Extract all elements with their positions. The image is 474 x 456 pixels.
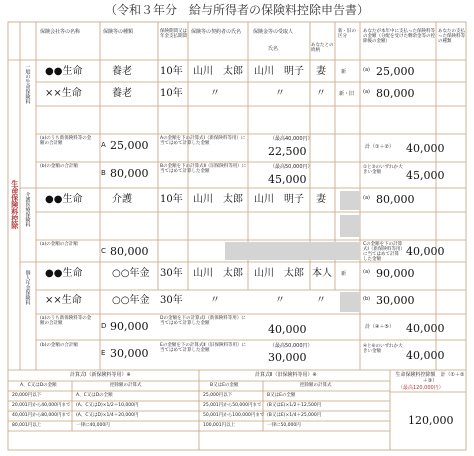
formula-r1-c: 25,000円以下 [203, 393, 233, 398]
calc-note-5: Eの金額を下の計算式Ⅱ（旧保険料等用）に当てはめて計算した金額 [160, 343, 247, 353]
r2-contractor[interactable]: 〃 [210, 88, 220, 99]
formula-r3-a: 40,001円から80,000円まで [12, 413, 71, 418]
r4-contractor[interactable]: 山川 太郎 [193, 268, 243, 279]
r3-recipient[interactable]: 山川 明子 [254, 194, 304, 205]
calc-sum1-label: 計（①＋②） [365, 144, 394, 150]
formula-head-2: 計算式Ⅱ（旧保険料等用）※ [255, 372, 317, 378]
r1-contractor[interactable]: 山川 太郎 [193, 66, 243, 77]
r2-company[interactable]: ××生命 [45, 88, 82, 99]
r1-relation[interactable]: 妻 [316, 66, 326, 77]
calc-max-5: （最高50,000円） [270, 343, 313, 349]
calc-d-letter: D [101, 322, 107, 330]
formula-r3-b: (A、C又はD)×1/4＋20,000円 [76, 413, 139, 418]
total-head: 生命保険料控除額 計（①＋②＋③） [395, 372, 465, 384]
formula-col-be: B又はEの金額 [210, 383, 239, 388]
r1-newold[interactable]: 新 [341, 69, 347, 75]
r2-period[interactable]: 10年 [160, 88, 183, 99]
r2-amount[interactable]: 80,000 [376, 87, 415, 100]
formula-r1-a: 20,000円以下 [12, 393, 42, 398]
formula-head-1: 計算式Ⅰ（新保険料等用）※ [70, 372, 131, 378]
r5-recipient[interactable]: 〃 [275, 295, 285, 306]
r3-company[interactable]: ●●生命 [45, 194, 83, 205]
r4-company[interactable]: ●●生命 [45, 268, 83, 279]
calc-b-label: (b)の金額の合計額 [40, 164, 78, 169]
r3-period[interactable]: 10年 [160, 194, 183, 205]
side-general-label: 一般の生命保険料 [24, 64, 31, 104]
calc-e-letter: E [101, 349, 106, 357]
r1-company[interactable]: ●●生命 [45, 66, 83, 77]
r4-mark: (a) [363, 269, 370, 275]
r4-relation[interactable]: 本人 [312, 268, 332, 279]
formula-col-ac: A、C又はDの金額 [20, 383, 57, 388]
calc-e-value[interactable]: 30,000 [110, 347, 149, 360]
formula-r2-c: 25,001円から50,000円まで [203, 403, 262, 408]
shaded-cell [340, 191, 360, 210]
r3-relation[interactable]: 妻 [316, 194, 326, 205]
calc-e-label: (b)の金額の合計額 [40, 343, 78, 348]
r1-type[interactable]: 養老 [112, 66, 132, 77]
calc-d-label: (a)のうち新保険料等の金額の合計額 [40, 316, 92, 326]
total-value[interactable]: 120,000 [408, 414, 454, 427]
r2-recipient[interactable]: 〃 [275, 88, 285, 99]
r4-amount[interactable]: 90,000 [376, 267, 415, 280]
r2-mark: (a) [363, 89, 370, 95]
calc-sum2-label: ①と③のいずれか大きい金額 [363, 165, 403, 175]
calc-v2[interactable]: 45,000 [268, 173, 307, 186]
total-max: （最高120,000円） [398, 385, 444, 391]
r3-type[interactable]: 介護 [112, 194, 132, 205]
side-care-label: 介護医療保険料 [24, 192, 31, 227]
calc-note-4: Dの金額を下の計算式Ⅰ（新保険料等用）に当てはめて計算した金額 [160, 316, 246, 326]
header-recipient: 保険金等の受取人 [253, 29, 294, 35]
formula-r4-b: 一律に40,000円 [76, 423, 110, 428]
header-period: 保険期間又は年金支払期間 [160, 29, 187, 39]
calc-b-value[interactable]: 80,000 [110, 167, 149, 180]
calc-a-letter: A [101, 141, 106, 149]
calc-v1[interactable]: 22,500 [268, 145, 307, 158]
formula-r1-b: A、C又はDの全額 [76, 393, 113, 398]
calc-a-label: (a)のうち新保険料等の金額の合計額 [40, 136, 92, 146]
shaded-cell [225, 242, 360, 260]
header-contractor: 保険等の契約者の氏名 [191, 29, 242, 35]
header-newold: 新・旧の区分 [338, 29, 356, 39]
calc-v5[interactable]: 30,000 [268, 351, 307, 364]
calc-sum4-label: ④と⑥のいずれか大きい金額 [363, 344, 403, 354]
calc-c-value[interactable]: 80,000 [110, 245, 149, 258]
formula-col-deduct-1: 控除額の計算式 [110, 383, 142, 388]
calc-care-value[interactable]: 40,000 [406, 245, 445, 258]
calc-c-letter: C [101, 247, 106, 255]
r2-newold[interactable]: 新・旧 [339, 91, 355, 97]
r5-mark: (b) [363, 296, 371, 302]
r5-company[interactable]: ××生命 [45, 295, 82, 306]
calc-sum3-value[interactable]: 40,000 [406, 322, 445, 335]
calc-sum3-label: 計（④＋⑤） [365, 324, 394, 330]
formula-r2-d: (B又はE)×1/2＋12,500円 [267, 403, 322, 408]
formula-r3-d: (B又はE)×1/4＋25,000円 [267, 413, 322, 418]
r5-type[interactable]: ○○年金 [112, 295, 150, 306]
calc-sum1-value[interactable]: 40,000 [406, 142, 445, 155]
calc-note-2: Bの金額を下の計算式Ⅱ（旧保険料等用）に当てはめて計算した金額 [160, 164, 247, 174]
r1-mark: (a) [363, 67, 370, 73]
header-amount: あなたが本年中に支払った保険料等の金額（分配を受けた剰余金等の控除後の金額） [363, 29, 435, 44]
r2-type[interactable]: 養老 [112, 88, 132, 99]
formula-col-deduct-2: 控除額の計算式 [300, 383, 332, 388]
r3-amount[interactable]: 80,000 [376, 193, 415, 206]
side-main-label: 生命保険料控除 [10, 180, 19, 229]
calc-sum2-value[interactable]: 45,000 [406, 169, 445, 182]
calc-max-1: （最高40,000円） [270, 136, 313, 142]
calc-c-label: (a)の金額の合計額 [40, 242, 78, 247]
r4-type[interactable]: ○○年金 [112, 268, 150, 279]
calc-d-value[interactable]: 90,000 [110, 320, 149, 333]
header-relation: あなたとの続柄 [311, 43, 334, 53]
calc-max-2: （最高50,000円） [270, 164, 313, 170]
r4-recipient[interactable]: 山川 太郎 [254, 268, 304, 279]
calc-note-1: Aの金額を下の計算式Ⅰ（新保険料等用）に当てはめて計算した金額 [160, 136, 246, 146]
formula-r4-a: 80,001円以上 [12, 423, 42, 428]
shaded-cell [340, 292, 360, 312]
r1-period[interactable]: 10年 [160, 66, 183, 77]
calc-b-letter: B [101, 169, 106, 177]
header-type: 保険等の種類 [103, 29, 134, 35]
formula-r4-c: 100,001円以上 [203, 423, 236, 428]
r3-contractor[interactable]: 山川 太郎 [193, 194, 243, 205]
r5-contractor[interactable]: 〃 [210, 295, 220, 306]
r2-relation[interactable]: 〃 [316, 88, 326, 99]
formula-r2-b: (A、C又はD)×1/2＋10,000円 [76, 403, 139, 408]
formula-r1-d: B又はEの全額 [267, 393, 296, 398]
r1-recipient[interactable]: 山川 明子 [254, 66, 304, 77]
shaded-cell [340, 215, 360, 237]
r1-amount[interactable]: 25,000 [376, 65, 415, 78]
form-title: （令和３年分 給与所得者の保険料控除申告書） [104, 3, 369, 17]
calc-sum4-value[interactable]: 40,000 [406, 349, 445, 362]
formula-r4-d: 一律に50,000円 [267, 423, 301, 428]
formula-r3-c: 50,001円から100,000円まで [203, 413, 265, 418]
r4-newold[interactable]: 新 [341, 271, 347, 277]
header-deduct-type: あなたの支払った保険料等の種類 [438, 29, 465, 44]
header-company: 保険会社等の名称 [40, 29, 81, 35]
r5-relation[interactable]: 〃 [316, 295, 326, 306]
r5-period[interactable]: 30年 [160, 295, 183, 306]
calc-note-3: Cの金額を下の計算式Ⅰ（新保険料等用）に当てはめて計算した金額 [363, 242, 403, 262]
calc-a-value[interactable]: 25,000 [110, 139, 149, 152]
r4-period[interactable]: 30年 [160, 268, 183, 279]
header-name: 氏名 [268, 46, 279, 52]
calc-v4[interactable]: 40,000 [268, 323, 307, 336]
formula-r2-a: 20,001円から40,000円まで [12, 403, 71, 408]
r3-mark: (a) [363, 195, 370, 201]
side-pension-label: 個人年金保険料 [24, 270, 31, 305]
r5-amount[interactable]: 30,000 [376, 294, 415, 307]
